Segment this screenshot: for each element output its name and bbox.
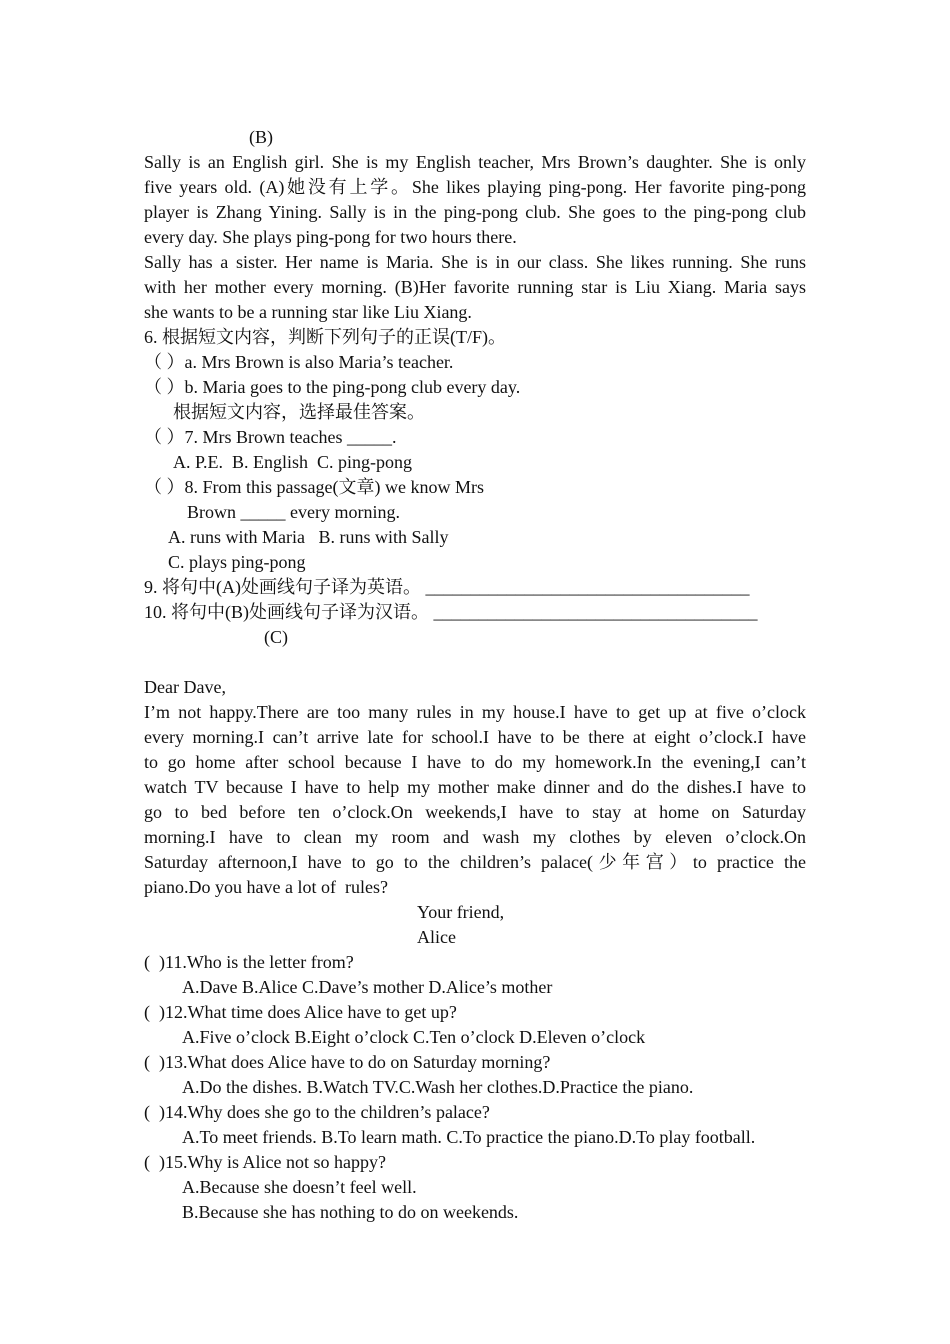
passage-b-line: every day. She plays ping-pong for two hours there. [144, 227, 517, 247]
question-8-continued: Brown _____ every morning. [187, 502, 400, 522]
question-14: ( )14.Why does she go to the children’s palace? [144, 1102, 490, 1122]
passage-b-line: Sally is an English girl. She is my English teacher, Mrs Brown’s daughter. She is only [144, 152, 806, 172]
question-15-option-a: A.Because she doesn’t feel well. [182, 1177, 417, 1197]
question-15-option-b: B.Because she has nothing to do on weekends. [182, 1202, 519, 1222]
letter-line: I’m not happy.There are too many rules in my house.I have to get up at five o’clock [144, 702, 806, 722]
letter-line: watch TV because I have to help my mother make dinner and do the dishes.I have to [144, 777, 806, 797]
passage-b-line: five years old. (A)她没有上学。She likes playing ping-pong. Her favorite ping-pong [144, 177, 806, 197]
letter-line: morning.I have to clean my room and wash my clothes by eleven o’clock.On [144, 827, 806, 847]
letter-line: Saturday afternoon,I have to go to the children’s palace(少年宫）to practice the [144, 852, 806, 872]
question-11-options: A.Dave B.Alice C.Dave’s mother D.Alice’s mother [182, 977, 553, 997]
letter-closing: Your friend, [417, 902, 505, 922]
letter-line: every morning.I can’t arrive late for school.I have to be there at eight o’clock.I have [144, 727, 806, 747]
letter-signature: Alice [417, 927, 456, 947]
letter-greeting: Dear Dave, [144, 677, 226, 697]
question-8: （ ）8. From this passage(文章) we know Mrs [144, 477, 484, 497]
passage-b-line: Sally has a sister. Her name is Maria. She is in our class. She likes running. She runs [144, 252, 806, 272]
choose-best-title: 根据短文内容，选择最佳答案。 [173, 402, 425, 422]
question-13: ( )13.What does Alice have to do on Saturday morning? [144, 1052, 551, 1072]
question-8-options: A. runs with Maria B. runs with Sally [168, 527, 449, 547]
section-c-heading: (C) [264, 627, 288, 647]
question-8-options: C. plays ping-pong [168, 552, 306, 572]
question-11: ( )11.Who is the letter from? [144, 952, 354, 972]
question-13-options: A.Do the dishes. B.Watch TV.C.Wash her clothes.D.Practice the piano. [182, 1077, 694, 1097]
letter-line: go to bed before ten o’clock.On weekends,I have to stay at home on Saturday [144, 802, 806, 822]
passage-b-line: with her mother every morning. (B)Her favorite running star is Liu Xiang. Maria says [144, 277, 806, 297]
section-b-heading: (B) [249, 127, 273, 147]
question-7: （ ）7. Mrs Brown teaches _____. [144, 427, 397, 447]
question-6-title: 6. 根据短文内容，判断下列句子的正误(T/F)。 [144, 327, 506, 347]
question-6a: （ ）a. Mrs Brown is also Maria’s teacher. [144, 352, 454, 372]
question-15: ( )15.Why is Alice not so happy? [144, 1152, 386, 1172]
question-12-options: A.Five o’clock B.Eight o’clock C.Ten o’clock D.Eleven o’clock [182, 1027, 646, 1047]
question-14-options: A.To meet friends. B.To learn math. C.To practice the piano.D.To play football. [182, 1127, 756, 1147]
question-9: 9. 将句中(A)处画线句子译为英语。 ____________________________________ [144, 577, 750, 597]
letter-line: piano.Do you have a lot of rules? [144, 877, 388, 897]
question-12: ( )12.What time does Alice have to get up? [144, 1002, 457, 1022]
letter-line: to go home after school because I have to do my homework.In the evening,I can’t [144, 752, 806, 772]
question-7-options: A. P.E. B. English C. ping-pong [173, 452, 413, 472]
question-6b: （ ）b. Maria goes to the ping-pong club every day. [144, 377, 521, 397]
question-10: 10. 将句中(B)处画线句子译为汉语。 ____________________________________ [144, 602, 758, 622]
passage-b-line: player is Zhang Yining. Sally is in the ping-pong club. She goes to the ping-pong club [144, 202, 806, 222]
passage-b-line: she wants to be a running star like Liu Xiang. [144, 302, 472, 322]
